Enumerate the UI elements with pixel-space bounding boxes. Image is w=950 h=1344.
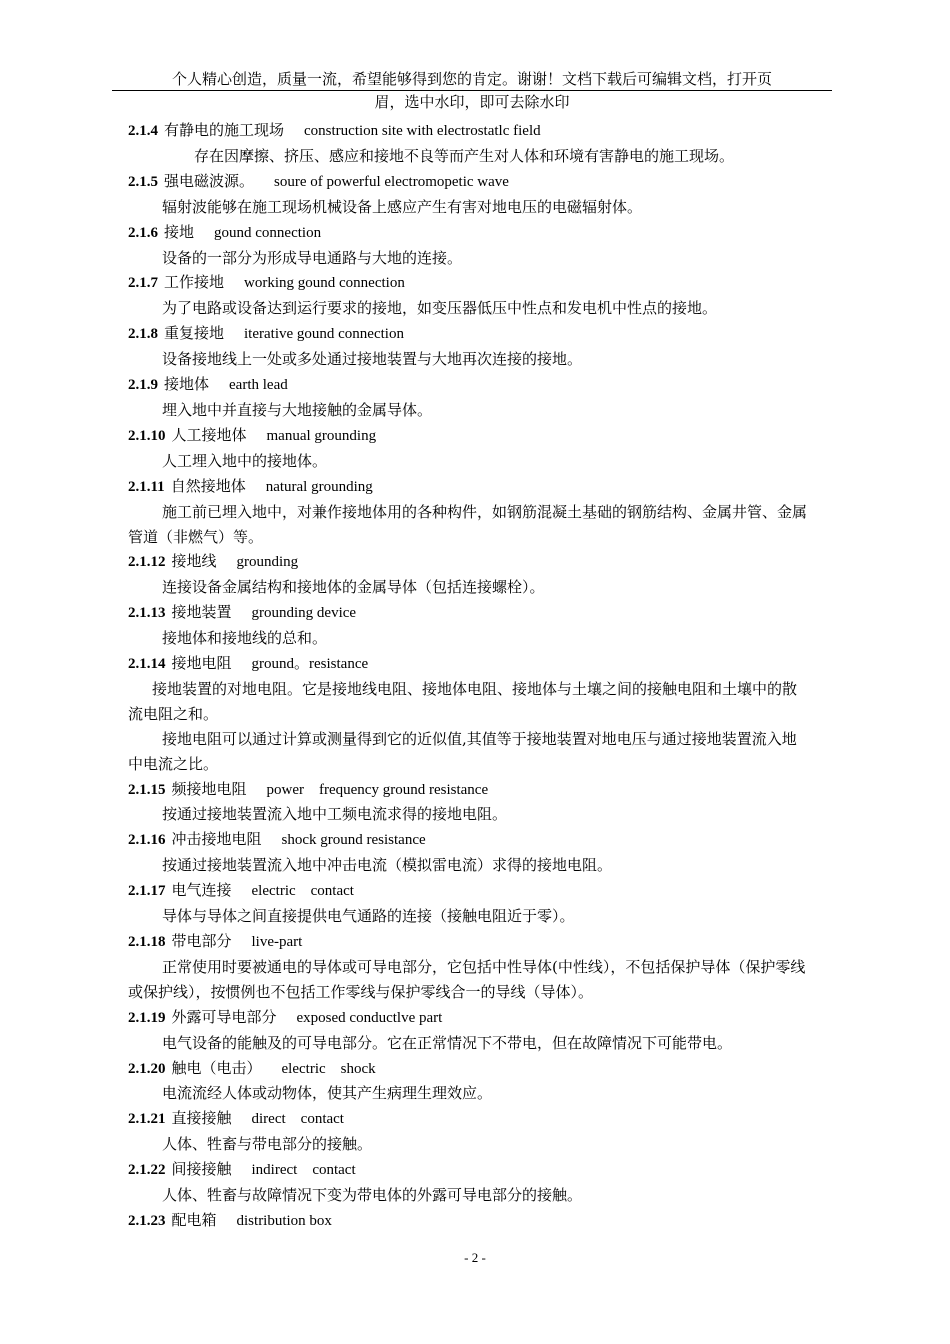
term-heading [128,827,808,853]
term-english: ground。resistance [251,656,369,673]
term-heading [128,600,808,626]
term-heading [128,118,808,144]
term-definition: 存在因摩擦、挤压、感应和接地不良等而产生对人体和环境有害静电的施工现场。 [194,146,735,165]
term-number: 2.1.5 [128,173,158,190]
term-english: earth lead [229,377,288,394]
term-chinese: 直接接触 [171,1109,232,1128]
term-entry [128,118,808,169]
term-number: 2.1.20 [128,1060,166,1077]
term-entry [128,270,808,321]
term-number: 2.1.15 [128,781,166,798]
term-chinese: 触电（电击） [171,1058,262,1077]
term-chinese: 接地线 [171,552,217,571]
term-english: iterative gound connection [244,326,404,343]
term-chinese: 自然接地体 [170,476,246,495]
term-heading [128,1005,808,1031]
term-number: 2.1.13 [128,605,166,622]
term-entry [128,1208,808,1234]
term-heading [128,651,808,677]
term-english: natural grounding [265,478,373,495]
term-entry [128,1157,808,1208]
term-number: 2.1.21 [128,1111,166,1128]
term-definition: 为了电路或设备达到运行要求的接地，如变压器低压中性点和发电机中性点的接地。 [162,299,718,318]
term-english: construction site with electrostatlc field [304,123,541,139]
term-chinese: 频接地电阻 [171,779,247,798]
term-english: electric shock [281,1060,376,1077]
term-heading [128,474,808,500]
term-entry [128,1106,808,1157]
term-number: 2.1.8 [128,326,158,343]
term-definition: 按通过接地装置流入地中冲击电流（模拟雷电流）求得的接地电阻。 [162,856,613,875]
term-heading [128,878,808,904]
term-definition: 施工前已埋入地中，对兼作接地体用的各种构件，如钢筋混凝土基础的钢筋结构、金属井管、金属管道（非燃气）等。 [128,502,808,546]
term-number: 2.1.10 [128,427,166,444]
term-entry [128,929,808,1005]
term-entry [128,321,808,372]
term-chinese: 接地电阻 [171,654,232,673]
header-rule [112,90,832,91]
term-number: 2.1.22 [128,1162,166,1179]
term-english: exposed conductlve part [296,1009,443,1026]
term-entry [128,220,808,271]
term-english: power frequency ground resistance [266,781,489,798]
term-chinese: 接地体 [164,375,210,394]
term-english: indirect contact [251,1162,356,1179]
term-entry [128,600,808,651]
term-entry [128,372,808,423]
document-body [128,118,808,1234]
term-english: shock ground resistance [281,832,426,849]
term-definition: 设备接地线上一处或多处通过接地装置与大地再次连接的接地。 [162,350,583,369]
term-entry [128,777,808,828]
term-number: 2.1.19 [128,1009,166,1026]
term-heading [128,1106,808,1132]
header-watermark-line2: 眉，选中水印，即可去除水印 [374,93,570,111]
term-english: live-part [251,934,303,950]
term-heading [128,220,808,246]
term-definition: 接地体和接地线的总和。 [162,629,328,648]
term-number: 2.1.6 [128,224,158,241]
term-definition: 连接设备金属结构和接地体的金属导体（包括连接螺栓）。 [162,578,545,597]
term-heading [128,1208,808,1234]
term-definition: 正常使用时要被通电的导体或可导电部分，它包括中性导体(中性线），不包括保护导体（保护零线或保护线），按惯例也不包括工作零线与保护零线合一的导线（导体）。 [128,957,806,1001]
term-definition: 人体、牲畜与故障情况下变为带电体的外露可导电部分的接触。 [162,1186,583,1205]
term-chinese: 冲击接地电阻 [171,830,262,849]
term-chinese: 有静电的施工现场 [164,121,285,139]
term-heading [128,1056,808,1082]
term-heading [128,372,808,398]
term-number: 2.1.11 [128,478,165,495]
term-entry [128,1056,808,1107]
term-english: electric contact [251,883,354,900]
term-english: gound connection [214,224,322,241]
term-chinese: 带电部分 [171,932,232,950]
term-chinese: 人工接地体 [171,425,247,444]
term-number: 2.1.4 [128,123,158,139]
term-definition: 设备的一部分为形成导电通路与大地的连接。 [162,248,463,267]
term-chinese: 强电磁波源。 [164,171,255,190]
term-chinese: 电气连接 [171,881,232,900]
term-english: working gound connection [244,275,405,292]
term-entry [128,169,808,220]
term-chinese: 接地 [164,222,195,241]
term-entry [128,1005,808,1056]
term-chinese: 接地装置 [171,603,232,622]
term-number: 2.1.23 [128,1212,166,1229]
term-number: 2.1.17 [128,883,166,900]
term-definition: 人工埋入地中的接地体。 [162,451,328,470]
term-heading [128,929,808,955]
term-english: grounding [236,554,299,571]
term-entry [128,651,808,777]
term-definition: 接地电阻可以通过计算或测量得到它的近似值,其值等于接地装置对地电压与通过接地装置流入地中电流之比。 [128,729,797,773]
term-definition: 导体与导体之间直接提供电气通路的连接（接触电阻近于零）。 [162,907,575,926]
term-number: 2.1.16 [128,832,166,849]
term-chinese: 配电箱 [171,1210,217,1229]
term-definition: 按通过接地装置流入地中工频电流求得的接地电阻。 [162,805,508,824]
term-entry [128,827,808,878]
term-chinese: 间接接触 [171,1160,232,1179]
page-number: - 2 - [464,1250,486,1265]
term-definition: 辐射波能够在施工现场机械设备上感应产生有害对地电压的电磁辐射体。 [162,197,643,216]
term-entry [128,423,808,474]
term-number: 2.1.18 [128,934,166,950]
term-heading [128,1157,808,1183]
term-entry [128,474,808,550]
term-number: 2.1.9 [128,377,158,394]
header-watermark-line1: 个人精心创造，质量一流，希望能够得到您的肯定。谢谢！文档下载后可编辑文档，打开页 [171,70,772,88]
term-definition: 人体、牲畜与带电部分的接触。 [162,1135,373,1154]
term-entry [128,549,808,600]
term-heading [128,777,808,803]
term-definition: 电流流经人体或动物体，使其产生病理生理效应。 [162,1084,493,1103]
term-chinese: 外露可导电部分 [171,1007,277,1026]
term-heading [128,423,808,449]
term-definition: 电气设备的能触及的可导电部分。它在正常情况下不带电，但在故障情况下可能带电。 [162,1033,733,1052]
term-heading [128,169,808,195]
term-english: manual grounding [266,427,377,444]
term-entry [128,878,808,929]
term-english: distribution box [236,1212,332,1229]
term-number: 2.1.14 [128,656,166,673]
term-number: 2.1.12 [128,554,166,571]
term-definition: 埋入地中并直接与大地接触的金属导体。 [162,400,433,419]
term-definition: 接地装置的对地电阻。它是接地线电阻、接地体电阻、接地体与土壤之间的接触电阻和土壤中的散流电阻之和。 [128,679,798,723]
term-chinese: 重复接地 [164,324,225,343]
term-english: soure of powerful electromopetic wave [274,173,509,190]
term-english: direct contact [251,1111,344,1128]
term-heading [128,549,808,575]
term-heading [128,270,808,296]
term-heading [128,321,808,347]
term-chinese: 工作接地 [164,273,225,292]
term-number: 2.1.7 [128,275,158,292]
term-english: grounding device [251,605,357,622]
